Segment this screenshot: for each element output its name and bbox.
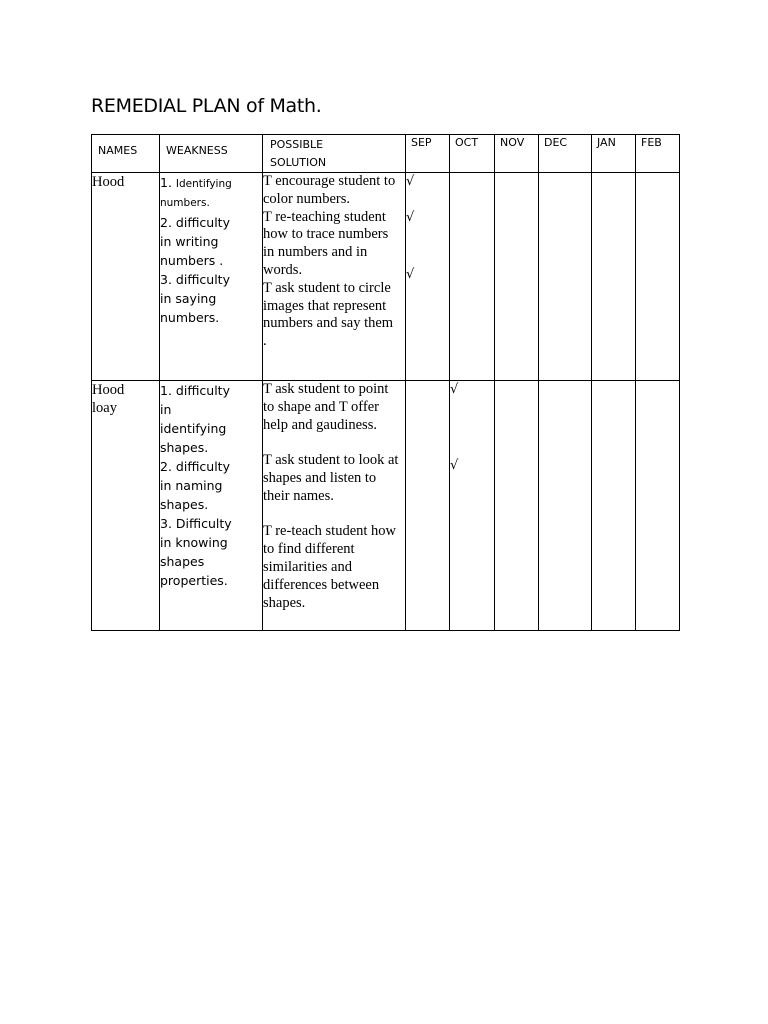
oct-cell bbox=[450, 173, 495, 381]
header-jan: JAN bbox=[592, 135, 636, 173]
student-name-cell: Hood loay bbox=[92, 381, 160, 631]
header-weakness: WEAKNESS bbox=[160, 135, 263, 173]
jan-cell bbox=[592, 173, 636, 381]
remedial-plan-table bbox=[91, 134, 680, 631]
possible-solution-cell: T ask student to point to shape and T offer help and gaudiness. T ask student to look at shapes and listen to their names. T re-teach student how to find different similarities and differences between shapes. bbox=[263, 381, 406, 631]
header-oct: OCT bbox=[450, 135, 495, 173]
header-feb: FEB bbox=[636, 135, 680, 173]
sep-cell bbox=[406, 173, 450, 381]
feb-cell bbox=[636, 381, 680, 631]
check-mark: √ bbox=[406, 174, 415, 189]
table-row bbox=[92, 173, 680, 381]
header-possible-solution: POSSIBLE SOLUTION bbox=[263, 135, 406, 173]
weakness-cell: 1. difficulty in identifying shapes. 2. difficulty in naming shapes. 3. Difficulty in knowing shapes properties. bbox=[160, 381, 263, 631]
student-name-cell: Hood bbox=[92, 173, 160, 381]
header-row bbox=[92, 135, 680, 173]
check-mark: √ bbox=[406, 267, 415, 282]
check-mark: √ bbox=[450, 458, 459, 473]
dec-cell bbox=[539, 381, 592, 631]
check-mark: √ bbox=[450, 382, 459, 397]
dec-cell bbox=[539, 173, 592, 381]
header-names: NAMES bbox=[92, 135, 160, 173]
jan-cell bbox=[592, 381, 636, 631]
possible-solution-cell: T encourage student to color numbers. T re-teaching student how to trace numbers in numbers and in words. T ask student to circle images that represent numbers and say them . bbox=[263, 173, 406, 381]
sep-cell bbox=[406, 381, 450, 631]
header-sep: SEP bbox=[406, 135, 450, 173]
feb-cell bbox=[636, 173, 680, 381]
oct-cell bbox=[450, 381, 495, 631]
nov-cell bbox=[495, 173, 539, 381]
check-mark: √ bbox=[406, 210, 415, 225]
table-row bbox=[92, 381, 680, 631]
header-dec: DEC bbox=[539, 135, 592, 173]
nov-cell bbox=[495, 381, 539, 631]
document-title: REMEDIAL PLAN of Math. bbox=[91, 95, 322, 117]
header-nov: NOV bbox=[495, 135, 539, 173]
weakness-cell: 1. Identifying numbers. 2. difficulty in writing numbers . 3. difficulty in saying numbers. bbox=[160, 173, 263, 381]
